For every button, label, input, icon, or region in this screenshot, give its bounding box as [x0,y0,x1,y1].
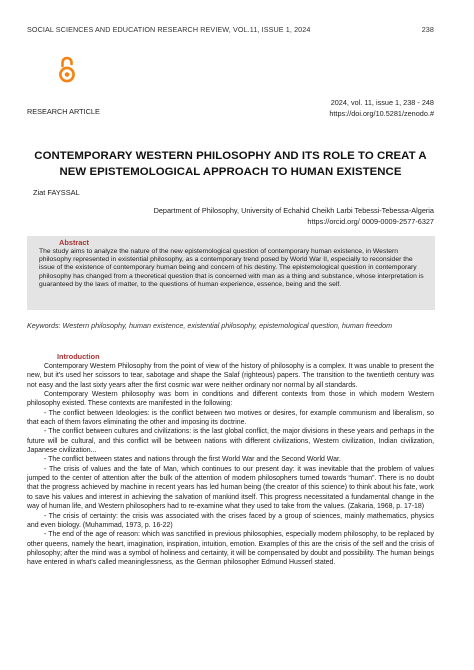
section-heading-introduction: Introduction [57,352,100,361]
page-number: 238 [421,25,434,34]
article-type: RESEARCH ARTICLE [27,107,100,116]
paragraph: - The conflict between states and nations through the first World War and the Second World War. [44,456,341,464]
abstract-heading: Abstract [59,238,89,247]
doi-link[interactable]: https://doi.org/10.5281/zenodo.# [329,109,434,118]
paragraph: - The end of the age of reason: which was sanctified in previous philosophies, especially modern philosophy, to be replaced by other queens, namely the heart, imagination, inspiration, intuition, emotion. Examples of this are the crisis of the self and the crisis of philosophy; after the mind was a symbol of holiness and certainty, it will be compensated by doubt and possibility. The human beings have entered in what's called meaninglessness, as the German philosopher Edmund Husserl stated. [27,531,434,567]
paragraph: - The conflict between Ideologies: is the conflict between two motives or desires, for example communism and liberalism, so that each of them favors eliminating the other and imposing its doctrine. [27,409,434,427]
paragraph: Contemporary Western Philosophy from the point of view of the history of philosophy is a complex. It was unable to present the new, but it's used her scissors to tear, sabotage and shape the Salaf (righteous) papers. The transition to the twentieth century was not easy and the last sixty years after the first cosmic war were neither ordinary nor normal by all standards. [27,363,434,389]
paragraph: Contemporary Western philosophy was born in conditions and different contexts from those in which modern Western philosophy existed. These contexts are manifested in the following: [27,391,434,408]
paragraph: - The crisis of certainty: the crisis was associated with the crises faced by a group of sciences, mainly mathematics, physics and even biology. (Muhammad, 1973, p. 16-22) [27,512,434,529]
abstract-box [27,236,435,310]
orcid-link[interactable]: https://orcid.org/ 0009-0009-2577-6327 [307,217,434,227]
abstract-text: The study aims to analyze the nature of the new epistemological question of contemporary human existence, in Western philosophy represented in existential philosophy, as a contemporary trend posed by World War II, especially to reconsider the issue of the existence of contemporary human being and concern of his destiny. The epistemological question in contemporary philosophy has changed from a theoretical question that is concerned with man as a thing and substance, whose interpretation is guaranteed by the laws of matter, to the questions of human experience, essence, being and the self. [39,247,424,289]
running-header [27,25,434,34]
article-body [27,352,434,568]
author-affiliation [154,205,434,227]
paragraph: - The crisis of values and the fate of Man, which continues to our present day: it was inevitable that the problem of values jumped to the center of attention after the bulk of the attention of modern philosophers turned towards “human”. There is no doubt that the progress achieved by machine in recent years has led human being (the creator of this science) to think about his fate, work to save his values and interest in achieving the salvation of mankind itself. This progress necessitated a fundamental change in the way of human life, and Western philosophers had to re-examine what they used to take from the values. (Zakaria, 1968, p. 17-18) [27,465,434,511]
author-name: Ziat FAYSSAL [33,188,80,197]
open-access-icon [58,56,76,84]
journal-name: SOCIAL SCIENCES AND EDUCATION RESEARCH REVIEW, VOL.11, ISSUE 1, 2024 [27,25,311,34]
issue-info: 2024, vol. 11, issue 1, 238 - 248 [330,98,434,107]
citation-block [329,97,434,119]
department: Department of Philosophy, University of Echahid Cheikh Larbi Tebessi-Tebessa-Algeria [153,206,434,215]
article-title: CONTEMPORARY WESTERN PHILOSOPHY AND ITS ROLE TO CREAT A NEW EPISTEMOLOGICAL APPROACH TO HUMAN EXISTENCE [34,150,427,178]
paragraph: - The conflict between cultures and civilizations: is the last global conflict, the major divisions in these years and perhaps in the future will be cultural, and this conflict will be between nations with different civilizations, Western civilization, Indian civilization, Japanese civilization... [27,428,434,455]
keywords: Keywords: Western philosophy, human existence, existential philosophy, epistemological question, human freedom [27,321,393,330]
